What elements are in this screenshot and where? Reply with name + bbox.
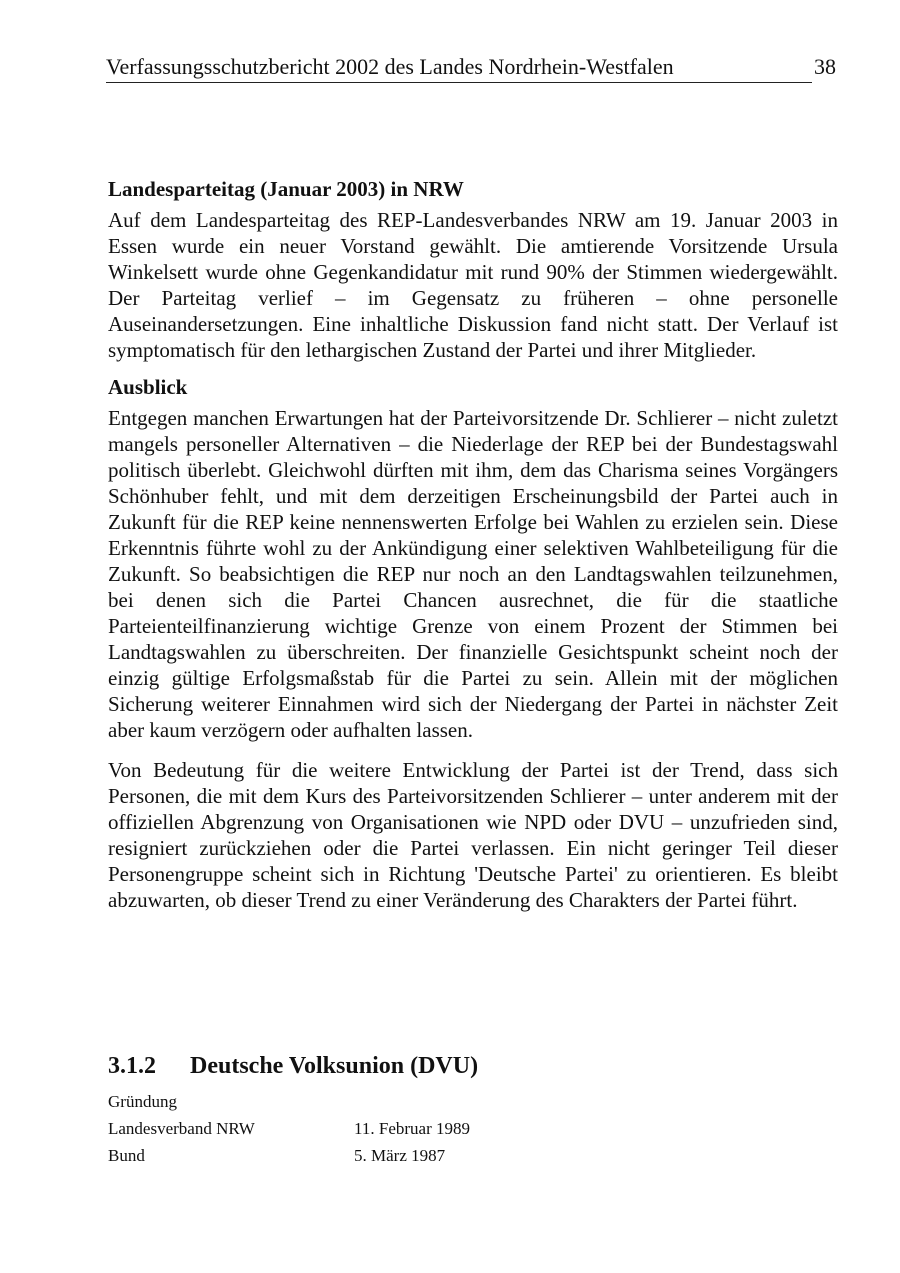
section-spacer bbox=[108, 363, 838, 373]
page-header bbox=[106, 52, 836, 86]
paragraph-ausblick-1: Entgegen manchen Erwartungen hat der Parteivorsitzende Dr. Schlierer – nicht zuletzt mangels personeller Alternativen – die Niederlage der REP bei der Bundestagswahl politisch überlebt. Gleichwohl dürften mit ihm, dem das Charisma seines Vorgängers Schönhuber fehlt, und mit dem derzeitigen Erscheinungsbild der Partei auch in Zukunft für die REP keine nennenswerten Erfolge bei Wahlen zu erzielen sein. Diese Erkenntnis führte wohl zu der Ankündigung einer selektiven Wahlbeteiligung für die Zukunft. So beabsichtigen die REP nur noch an den Landtagswahlen teilzunehmen, bei denen sich die Partei Chancen ausrechnet, die für die staatliche Parteienteilfinanzierung wichtige Grenze von einem Prozent der Stimmen bei Landtagswahlen zu überschreiten. Der finanzielle Gesichtspunkt scheint noch der einzig gültige Erfolgsmaßstab für die Partei zu sein. Allein mit der möglichen Sicherung weiterer Einnahmen wird sich der Niedergang der Partei in nächster Zeit aber kaum verzögern oder aufhalten lassen. bbox=[108, 406, 838, 742]
section-heading-landesparteitag: Landesparteitag (Januar 2003) in NRW bbox=[108, 177, 464, 201]
header-rule bbox=[106, 82, 812, 83]
chapter-number: 3.1.2 bbox=[108, 1053, 156, 1079]
paragraph-spacer bbox=[108, 743, 838, 757]
table-row bbox=[108, 1092, 470, 1119]
table-row bbox=[108, 1119, 470, 1146]
chapter-heading bbox=[108, 1050, 478, 1082]
founding-facts-table bbox=[108, 1092, 470, 1173]
running-header-title: Verfassungsschutzbericht 2002 des Landes Nordrhein-Westfalen bbox=[106, 54, 674, 79]
fact-value: 5. März 1987 bbox=[354, 1146, 446, 1165]
fact-value bbox=[354, 1092, 470, 1119]
founding-heading: Gründung bbox=[108, 1092, 177, 1111]
main-content bbox=[108, 175, 838, 913]
fact-label: Landesverband NRW bbox=[108, 1119, 255, 1138]
paragraph-ausblick-2: Von Bedeutung für die weitere Entwicklung der Partei ist der Trend, dass sich Personen, die mit dem Kurs des Parteivorsitzenden Schlierer – unter anderem mit der offiziellen Abgrenzung von Organisationen wie NPD oder DVU – unzufrieden sind, resigniert zurückziehen oder die Partei verlassen. Ein nicht geringer Teil dieser Personengruppe scheint sich in Richtung 'Deutsche Partei' zu orientieren. Es bleibt abzuwarten, ob dieser Trend zu einer Veränderung des Charakters der Partei führt. bbox=[108, 758, 838, 912]
table-row bbox=[108, 1146, 470, 1173]
fact-label: Bund bbox=[108, 1146, 145, 1165]
chapter-title: Deutsche Volksunion (DVU) bbox=[190, 1053, 479, 1079]
paragraph-landesparteitag: Auf dem Landesparteitag des REP-Landesverbandes NRW am 19. Januar 2003 in Essen wurde ein neuer Vorstand gewählt. Die amtierende Vorsitzende Ursula Winkelsett wurde ohne Gegenkandidatur mit rund 90% der Stimmen wiedergewählt. Der Parteitag verlief – im Gegensatz zu früheren – ohne personelle Auseinandersetzungen. Eine inhaltliche Diskussion fand nicht statt. Der Verlauf ist symptomatisch für den lethargischen Zustand der Partei und ihrer Mitglieder. bbox=[108, 208, 838, 362]
fact-value: 11. Februar 1989 bbox=[354, 1119, 470, 1138]
section-heading-ausblick: Ausblick bbox=[108, 375, 188, 399]
page-number: 38 bbox=[814, 54, 836, 79]
